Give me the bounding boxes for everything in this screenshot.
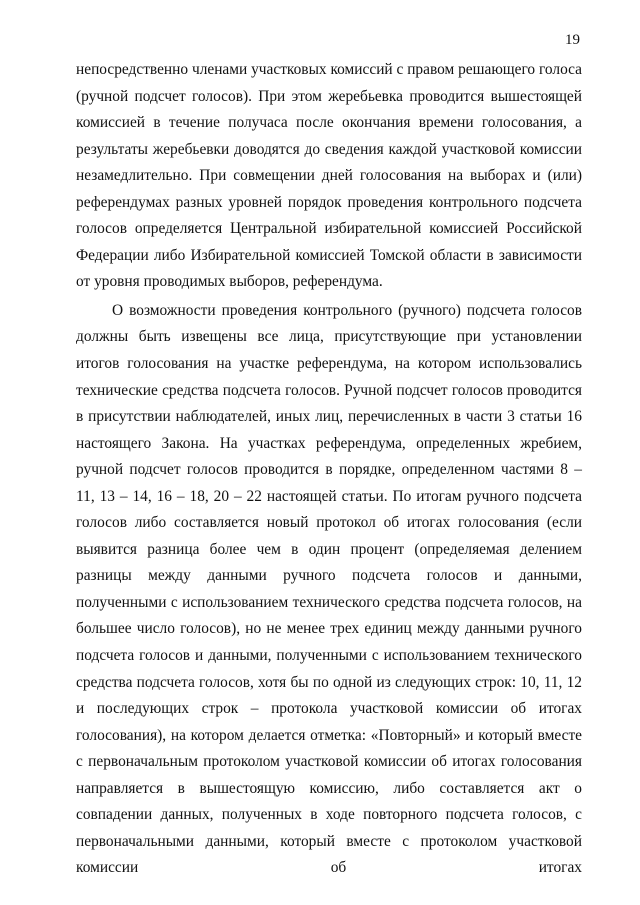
paragraph-2: О возможности проведения контрольного (ручного) подсчета голосов должны быть извещены все лица, присутствующие при установлении итогов голосования на участке референдума, на котором использовались технические средства подсчета голосов. Ручной подсчет голосов проводится в присутствии наблюдателей, иных лиц, перечисленных в части 3 статьи 16 настоящего Закона. На участках референдума, определенных жребием, ручной подсчет голосов проводится в порядке, определенном частями 8 – 11, 13 – 14, 16 – 18, 20 – 22 настоящей статьи. По итогам ручного подсчета голосов либо составляется новый протокол об итогах голосования (если выявится разница более чем в один процент (определяемая делением разницы между данными ручного подсчета голосов и данными, полученными с использованием технического средства подсчета голосов, на большее число голосов), но не менее трех единиц между данными ручного подсчета голосов и данными, полученными с использованием технического средства подсчета голосов, хотя бы по одной из следующих строк: 10, 11, 12 и последующих строк – протокола участковой комиссии об итогах голосования), на котором делается отметка: «Повторный» и который вместе с первоначальным протоколом участковой комиссии об итогах голосования направляется в вышестоящую комиссию, либо составляется акт о совпадении данных, полученных в ходе повторного подсчета голосов, с первоначальными данными, который вместе с протоколом участковой комиссии об итогах: [76, 301, 582, 877]
paragraph-1: непосредственно членами участковых комиссий с правом решающего голоса (ручной подсчет голосов). При этом жеребьевка проводится вышестоящей комиссией в течение получаса после окончания времени голосования, а результаты жеребьевки доводятся до сведения каждой участковой комиссии незамедлительно. При совмещении дней голосования на выборах и (или) референдумах разных уровней порядок проведения контрольного подсчета голосов определяется Центральной избирательной комиссией Российской Федерации либо Избирательной комиссией Томской области в зависимости от уровня проводимых выборов, референдума.: [76, 61, 582, 291]
page-number: 19: [565, 32, 580, 48]
body-text: [76, 57, 582, 882]
